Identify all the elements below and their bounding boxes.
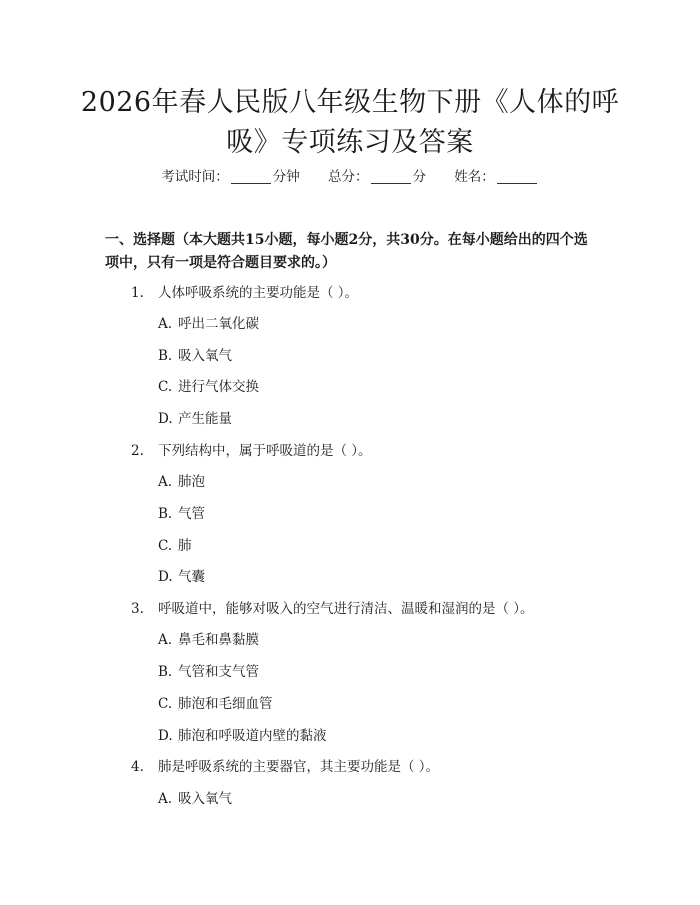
total-score-field — [328, 167, 426, 187]
question-3-option-b[interactable] — [158, 662, 259, 682]
question-3 — [131, 599, 534, 619]
option-letter: C. — [158, 379, 173, 395]
option-text: 气囊 — [178, 569, 205, 585]
question-text: 呼吸道中，能够对吸入的空气进行清洁、温暖和湿润的是（ ）。 — [158, 601, 534, 617]
option-letter: A. — [158, 632, 173, 648]
option-text: 气管 — [178, 506, 205, 522]
question-2-option-d[interactable] — [158, 567, 205, 587]
question-1-option-d[interactable] — [158, 409, 232, 429]
question-2-option-b[interactable] — [158, 504, 205, 524]
question-3-option-a[interactable] — [158, 630, 259, 650]
exam-time-unit: 分钟 — [272, 169, 300, 185]
question-text: 肺是呼吸系统的主要器官，其主要功能是（ ）。 — [158, 759, 440, 775]
option-letter: B. — [158, 506, 173, 522]
option-letter: C. — [158, 538, 173, 554]
question-1 — [131, 283, 358, 303]
option-letter: D. — [158, 411, 173, 427]
option-letter: A. — [158, 791, 173, 807]
name-label: 姓名： — [454, 169, 495, 185]
option-text: 进行气体交换 — [178, 379, 259, 395]
exam-time-field — [161, 167, 300, 187]
question-2 — [131, 441, 372, 461]
option-letter: C. — [158, 696, 173, 712]
option-letter: B. — [158, 348, 173, 364]
exam-time-label: 考试时间： — [161, 169, 229, 185]
name-field — [454, 167, 539, 187]
question-number: 2. — [131, 443, 144, 459]
option-letter: A. — [158, 474, 173, 490]
question-text: 下列结构中，属于呼吸道的是（ ）。 — [158, 443, 372, 459]
option-text: 吸入氧气 — [178, 348, 232, 364]
option-letter: D. — [158, 569, 173, 585]
section-heading-line-1: 一、选择题（本大题共15小题，每小题2分，共30分。在每小题给出的四个选 — [105, 232, 588, 248]
total-score-unit: 分 — [412, 169, 426, 185]
section-heading-line-2: 项中，只有一项是符合题目要求的。） — [105, 255, 336, 271]
question-number: 1. — [131, 285, 144, 301]
option-text: 吸入氧气 — [178, 791, 232, 807]
question-1-option-a[interactable] — [158, 314, 259, 334]
option-text: 气管和支气管 — [178, 664, 259, 680]
question-number: 4. — [131, 759, 144, 775]
exam-time-blank[interactable] — [231, 169, 271, 184]
option-text: 肺泡和毛细血管 — [178, 696, 273, 712]
question-1-option-c[interactable] — [158, 377, 259, 397]
total-score-label: 总分： — [328, 169, 369, 185]
page-title-line-1: 2026年春人民版八年级生物下册《人体的呼 — [80, 87, 620, 118]
section-heading — [105, 229, 595, 275]
question-4 — [131, 757, 439, 777]
question-1-option-b[interactable] — [158, 346, 232, 366]
question-3-option-d[interactable] — [158, 726, 327, 746]
question-text: 人体呼吸系统的主要功能是（ ）。 — [158, 285, 359, 301]
question-number: 3. — [131, 601, 144, 617]
option-text: 肺 — [178, 538, 192, 554]
total-score-blank[interactable] — [371, 169, 411, 184]
question-4-option-a[interactable] — [158, 789, 232, 809]
option-letter: A. — [158, 316, 173, 332]
option-letter: B. — [158, 664, 173, 680]
option-text: 呼出二氧化碳 — [178, 316, 259, 332]
question-2-option-a[interactable] — [158, 472, 205, 492]
page-title-line-2: 吸》专项练习及答案 — [226, 127, 474, 158]
question-2-option-c[interactable] — [158, 536, 192, 556]
option-text: 肺泡 — [178, 474, 205, 490]
question-3-option-c[interactable] — [158, 694, 273, 714]
name-blank[interactable] — [497, 169, 537, 184]
option-text: 产生能量 — [178, 411, 232, 427]
exam-info — [0, 167, 700, 187]
option-text: 鼻毛和鼻黏膜 — [178, 632, 259, 648]
option-text: 肺泡和呼吸道内壁的黏液 — [178, 728, 327, 744]
option-letter: D. — [158, 728, 173, 744]
